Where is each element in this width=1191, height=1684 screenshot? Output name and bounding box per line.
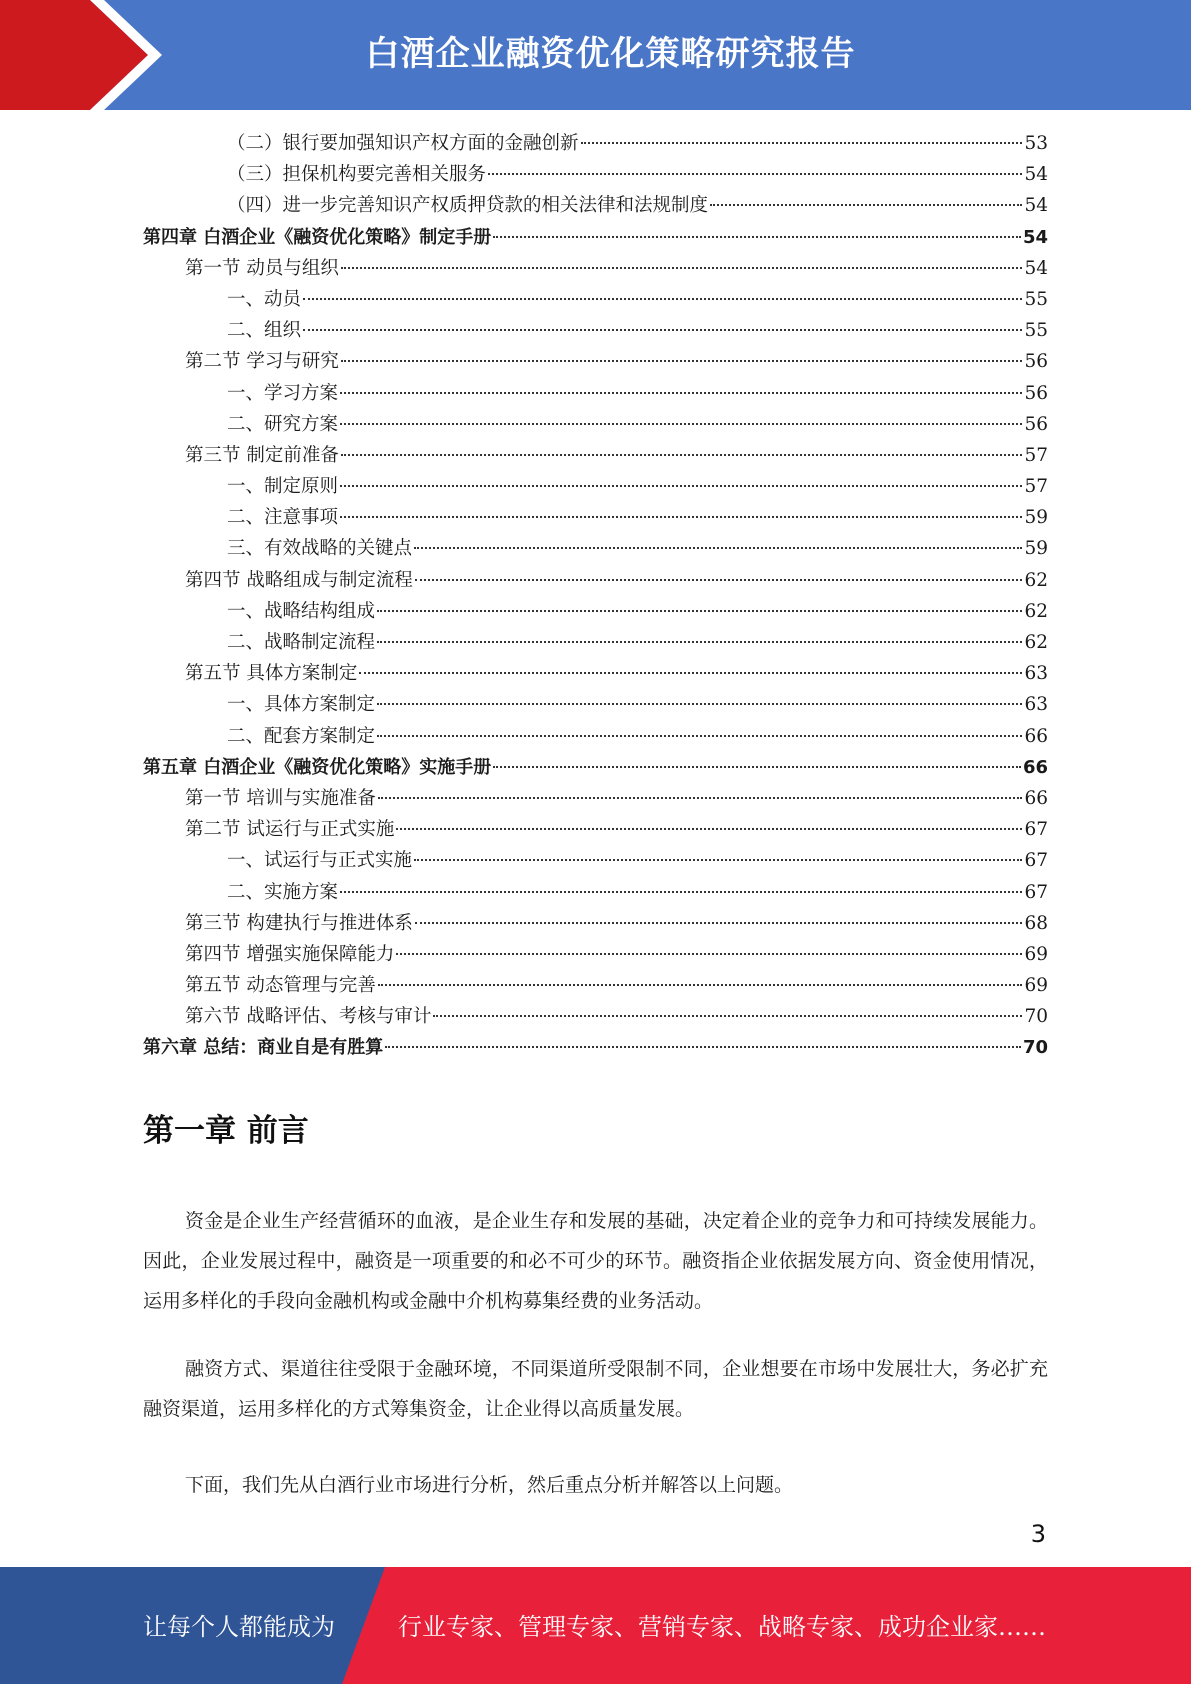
toc-entry-page: 56 bbox=[1024, 382, 1048, 404]
page-footer bbox=[0, 1567, 1191, 1684]
toc-entry[interactable] bbox=[143, 346, 1048, 377]
toc-dot-leader bbox=[415, 578, 1023, 581]
toc-entry[interactable] bbox=[143, 502, 1048, 533]
toc-entry-label: 第五节 具体方案制定 bbox=[185, 663, 358, 685]
toc-entry-label: 第二节 试运行与正式实施 bbox=[185, 819, 395, 841]
toc-dot-leader bbox=[488, 172, 1022, 175]
toc-dot-leader bbox=[341, 359, 1023, 362]
toc-dot-leader bbox=[385, 1045, 1021, 1048]
toc-dot-leader bbox=[414, 858, 1022, 861]
toc-dot-leader bbox=[378, 796, 1023, 799]
toc-dot-leader bbox=[493, 765, 1021, 768]
paragraph-2: 融资方式、渠道往往受限于金融环境，不同渠道所受限制不同，企业想要在市场中发展壮大，务必扩充融资渠道，运用多样化的方式筹集资金，让企业得以高质量发展。 bbox=[143, 1358, 1048, 1420]
toc-entry[interactable] bbox=[143, 128, 1048, 159]
toc-dot-leader bbox=[377, 640, 1022, 643]
toc-entry-label: 一、具体方案制定 bbox=[227, 694, 376, 716]
toc-entry-label: 第五章 白酒企业《融资优化策略》实施手册 bbox=[143, 756, 492, 778]
toc-entry-page: 59 bbox=[1024, 507, 1048, 529]
toc-entry[interactable] bbox=[143, 1032, 1048, 1063]
toc-dot-leader bbox=[396, 952, 1022, 955]
toc-entry-label: 二、研究方案 bbox=[227, 413, 339, 435]
toc-entry[interactable] bbox=[143, 627, 1048, 658]
toc-entry-label: 第四节 战略组成与制定流程 bbox=[185, 569, 413, 591]
toc-entry[interactable] bbox=[143, 284, 1048, 315]
toc-entry[interactable] bbox=[143, 409, 1048, 440]
toc-dot-leader bbox=[433, 1014, 1022, 1017]
toc-entry-page: 69 bbox=[1024, 943, 1048, 965]
toc-entry-page: 67 bbox=[1024, 850, 1048, 872]
toc-entry[interactable] bbox=[143, 471, 1048, 502]
toc-entry-page: 56 bbox=[1024, 351, 1048, 373]
page-header bbox=[0, 0, 1191, 110]
toc-entry[interactable] bbox=[143, 253, 1048, 284]
toc-entry-label: 第三节 构建执行与推进体系 bbox=[185, 912, 413, 934]
toc-entry[interactable] bbox=[143, 190, 1048, 221]
toc-entry-page: 54 bbox=[1024, 257, 1048, 279]
toc-entry[interactable] bbox=[143, 596, 1048, 627]
toc-entry-label: 二、配套方案制定 bbox=[227, 725, 376, 747]
paragraph-3: 下面，我们先从白酒行业市场进行分析，然后重点分析并解答以上问题。 bbox=[185, 1474, 794, 1496]
toc-dot-leader bbox=[378, 983, 1023, 986]
toc-entry[interactable] bbox=[143, 783, 1048, 814]
toc-entry[interactable] bbox=[143, 939, 1048, 970]
chapter-title: 第一章 前言 bbox=[143, 1113, 309, 1149]
toc-dot-leader bbox=[396, 827, 1022, 830]
toc-dot-leader bbox=[377, 702, 1022, 705]
toc-entry-page: 55 bbox=[1024, 320, 1048, 342]
toc-dot-leader bbox=[340, 484, 1022, 487]
toc-entry-page: 63 bbox=[1024, 663, 1048, 685]
toc-entry-label: 一、动员 bbox=[227, 288, 302, 310]
page-number: 3 bbox=[1030, 1520, 1046, 1548]
toc-entry-page: 68 bbox=[1024, 912, 1048, 934]
toc-entry-label: 第三节 制定前准备 bbox=[185, 444, 339, 466]
toc-entry-label: 第六节 战略评估、考核与审计 bbox=[185, 1006, 432, 1028]
toc-entry-page: 56 bbox=[1024, 413, 1048, 435]
toc-entry-page: 67 bbox=[1024, 819, 1048, 841]
footer-slogan-right: 行业专家、管理专家、营销专家、战略专家、成功企业家…… bbox=[398, 1613, 1046, 1641]
toc-entry[interactable] bbox=[143, 658, 1048, 689]
toc-entry[interactable] bbox=[143, 159, 1048, 190]
toc-dot-leader bbox=[303, 328, 1022, 331]
toc-entry-label: 一、战略结构组成 bbox=[227, 600, 376, 622]
toc-dot-leader bbox=[359, 671, 1022, 674]
toc-entry[interactable] bbox=[143, 721, 1048, 752]
report-title: 白酒企业融资优化策略研究报告 bbox=[365, 34, 856, 74]
toc-entry-label: 第六章 总结：商业自是有胜算 bbox=[143, 1037, 384, 1059]
toc-dot-leader bbox=[340, 391, 1022, 394]
toc-entry-label: 一、试运行与正式实施 bbox=[227, 850, 413, 872]
toc-dot-leader bbox=[341, 266, 1023, 269]
toc-entry-page: 70 bbox=[1022, 1037, 1048, 1059]
toc-dot-leader bbox=[340, 515, 1022, 518]
toc-entry-page: 66 bbox=[1024, 725, 1048, 747]
toc-entry-label: 三、有效战略的关键点 bbox=[227, 538, 413, 560]
toc-entry[interactable] bbox=[143, 752, 1048, 783]
toc-entry-label: 二、组织 bbox=[227, 320, 302, 342]
toc-entry[interactable] bbox=[143, 565, 1048, 596]
toc-entry[interactable] bbox=[143, 378, 1048, 409]
toc-entry-page: 63 bbox=[1024, 694, 1048, 716]
toc-entry-label: 一、制定原则 bbox=[227, 476, 339, 498]
toc-dot-leader bbox=[340, 890, 1022, 893]
toc-dot-leader bbox=[341, 453, 1023, 456]
toc-entry-page: 55 bbox=[1024, 288, 1048, 310]
toc-entry-page: 54 bbox=[1022, 226, 1048, 248]
toc-entry[interactable] bbox=[143, 222, 1048, 253]
toc-entry-label: 一、学习方案 bbox=[227, 382, 339, 404]
table-of-contents bbox=[143, 128, 1048, 1064]
toc-entry-label: 二、实施方案 bbox=[227, 881, 339, 903]
toc-dot-leader bbox=[415, 921, 1023, 924]
toc-entry-label: 第五节 动态管理与完善 bbox=[185, 975, 376, 997]
toc-entry[interactable] bbox=[143, 315, 1048, 346]
toc-dot-leader bbox=[581, 141, 1023, 144]
toc-entry-page: 66 bbox=[1022, 756, 1048, 778]
toc-dot-leader bbox=[303, 297, 1022, 300]
toc-entry-label: 第四节 增强实施保障能力 bbox=[185, 943, 395, 965]
toc-entry[interactable] bbox=[143, 845, 1048, 876]
toc-entry-label: （三）担保机构要完善相关服务 bbox=[227, 164, 487, 186]
toc-dot-leader bbox=[414, 546, 1022, 549]
toc-entry-page: 54 bbox=[1024, 195, 1048, 217]
toc-entry-label: 二、战略制定流程 bbox=[227, 632, 376, 653]
toc-entry-page: 62 bbox=[1024, 569, 1048, 591]
toc-entry-page: 66 bbox=[1024, 787, 1048, 809]
toc-entry-page: 69 bbox=[1024, 975, 1048, 997]
toc-entry[interactable] bbox=[143, 533, 1048, 564]
paragraph-1: 资金是企业生产经营循环的血液，是企业生存和发展的基础，决定着企业的竞争力和可持续发展能力。因此，企业发展过程中，融资是一项重要的和必不可少的环节。融资指企业依据发展方向、资金使用情况，运用多样化的手段向金融机构或金融中介机构募集经费的业务活动。 bbox=[143, 1210, 1048, 1312]
toc-entry[interactable] bbox=[143, 814, 1048, 845]
toc-dot-leader bbox=[377, 734, 1022, 737]
toc-entry-page: 62 bbox=[1024, 600, 1048, 622]
footer-slogan-left: 让每个人都能成为 bbox=[143, 1613, 335, 1641]
toc-entry-label: （四）进一步完善知识产权质押贷款的相关法律和法规制度 bbox=[227, 195, 709, 217]
toc-entry-page: 57 bbox=[1024, 476, 1048, 498]
toc-entry-label: 第一节 培训与实施准备 bbox=[185, 787, 376, 809]
toc-entry[interactable] bbox=[143, 877, 1048, 908]
toc-dot-leader bbox=[340, 422, 1022, 425]
toc-entry-label: （二）银行要加强知识产权方面的金融创新 bbox=[227, 133, 579, 154]
toc-dot-leader bbox=[710, 203, 1022, 206]
toc-entry-label: 第一节 动员与组织 bbox=[185, 257, 339, 279]
toc-entry-label: 第二节 学习与研究 bbox=[185, 351, 339, 373]
toc-entry[interactable] bbox=[143, 970, 1048, 1001]
toc-entry-page: 59 bbox=[1024, 538, 1048, 560]
toc-entry[interactable] bbox=[143, 440, 1048, 471]
toc-entry-page: 57 bbox=[1024, 444, 1048, 466]
toc-entry[interactable] bbox=[143, 908, 1048, 939]
toc-dot-leader bbox=[377, 609, 1022, 612]
toc-entry-page: 54 bbox=[1024, 164, 1048, 186]
toc-dot-leader bbox=[493, 235, 1021, 238]
toc-entry-label: 二、注意事项 bbox=[227, 507, 339, 529]
toc-entry-page: 53 bbox=[1024, 133, 1048, 154]
toc-entry-page: 70 bbox=[1024, 1006, 1048, 1028]
toc-entry[interactable] bbox=[143, 689, 1048, 720]
toc-entry-page: 67 bbox=[1024, 881, 1048, 903]
toc-entry[interactable] bbox=[143, 1001, 1048, 1032]
toc-entry-page: 62 bbox=[1024, 632, 1048, 653]
toc-entry-label: 第四章 白酒企业《融资优化策略》制定手册 bbox=[143, 226, 492, 248]
